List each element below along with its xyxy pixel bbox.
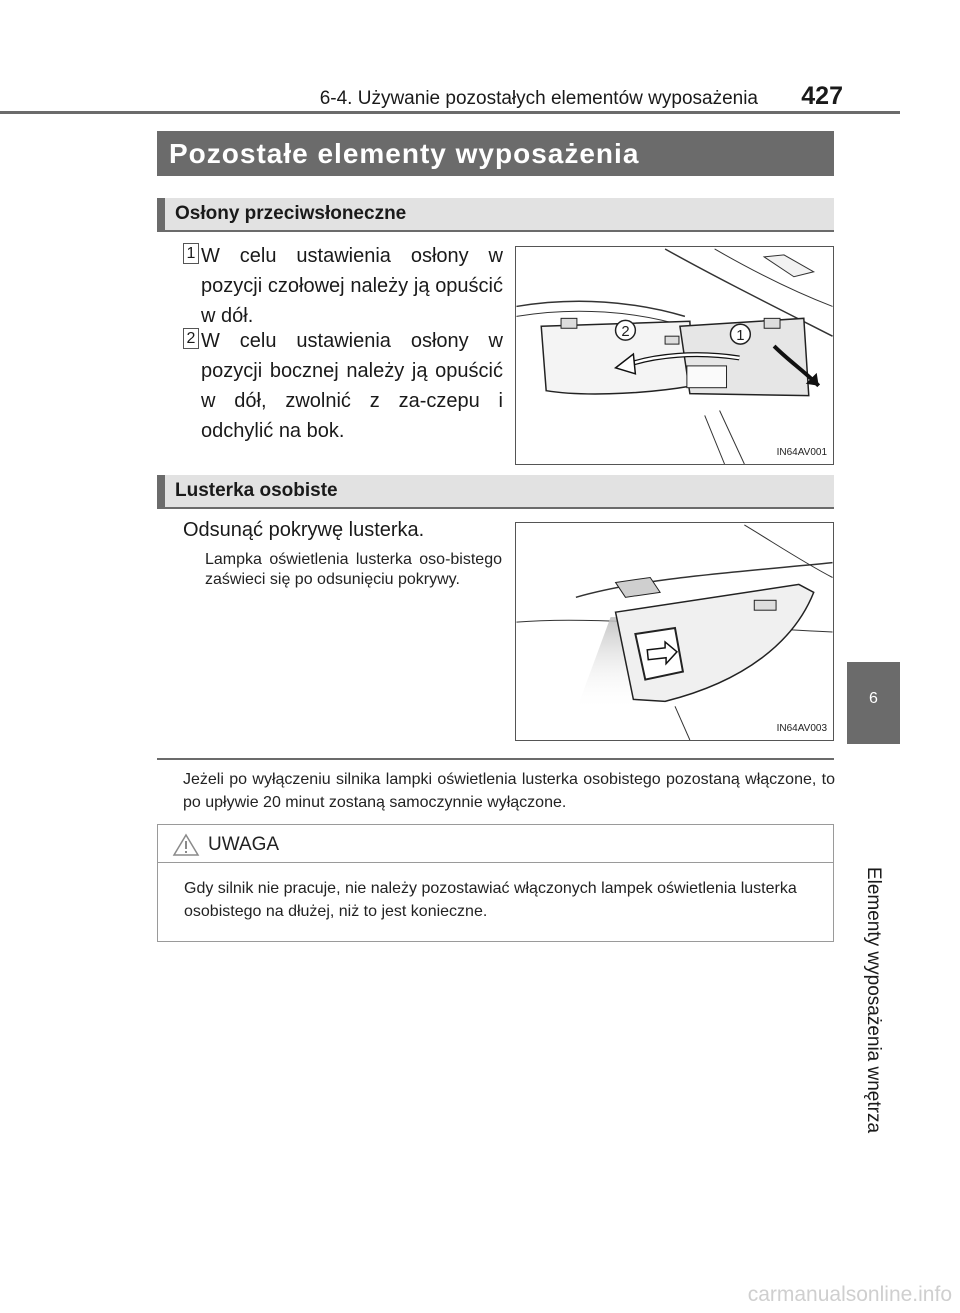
vanity-mirror-illustration: [515, 522, 834, 741]
warning-triangle-icon: [172, 833, 200, 857]
instruction-text: Odsunąć pokrywę lusterka.: [183, 519, 425, 541]
step-number: 1: [183, 243, 199, 264]
sun-visor-drawing: [516, 247, 833, 464]
callout-2-label: 2: [621, 324, 630, 341]
caution-text: Gdy silnik nie pracuje, nie należy pozostawiać włączonych lampek oświetlenia lusterka osobistego na dłużej, niż to jest konieczne.: [184, 880, 797, 920]
caution-header: [158, 825, 833, 863]
section-heading-sun-visors: Osłony przeciwsłoneczne: [157, 198, 834, 232]
step-2: [183, 326, 503, 446]
section-heading-vanity-mirrors: Lusterka osobiste: [157, 475, 834, 509]
chapter-title-vertical: Elementy wyposażenia wnętrza: [863, 866, 884, 1134]
vanity-mirror-drawing: [516, 523, 833, 740]
step-text: W celu ustawienia osłony w pozycji bocznej należy ją opuścić w dół, zwolnić z za-czepu i odchylić na bok.: [201, 330, 503, 442]
watermark: carmanualsonline.info: [747, 1283, 952, 1306]
page-number: 427: [801, 82, 843, 110]
instruction-detail: Lampka oświetlenia lusterka oso-bistego zaświeci się po odsunięciu pokrywy.: [205, 551, 502, 588]
chapter-number: 6: [869, 690, 878, 707]
figure-code: IN64AV001: [776, 447, 827, 458]
step-number: 2: [183, 328, 199, 349]
main-title: Pozostałe elementy wyposażenia: [157, 131, 834, 176]
note-text: Jeżeli po wyłączeniu silnika lampki oświetlenia lusterka osobistego pozostaną włączone, to po upływie 20 minut zostaną samoczynnie wyłączone.: [183, 771, 835, 811]
header-section-title: 6-4. Używanie pozostałych elementów wyposażenia: [319, 88, 758, 109]
sun-visor-illustration: [515, 246, 834, 465]
page-header: [0, 70, 900, 114]
caution-title: UWAGA: [208, 834, 280, 855]
callout-1-label: 1: [736, 328, 745, 345]
caution-box: [157, 824, 834, 942]
note-divider: [157, 758, 834, 760]
step-text: W celu ustawienia osłony w pozycji czołowej należy ją opuścić w dół.: [201, 245, 503, 327]
step-1: [183, 241, 503, 331]
chapter-tab: [847, 662, 900, 744]
figure-code: IN64AV003: [776, 723, 827, 734]
